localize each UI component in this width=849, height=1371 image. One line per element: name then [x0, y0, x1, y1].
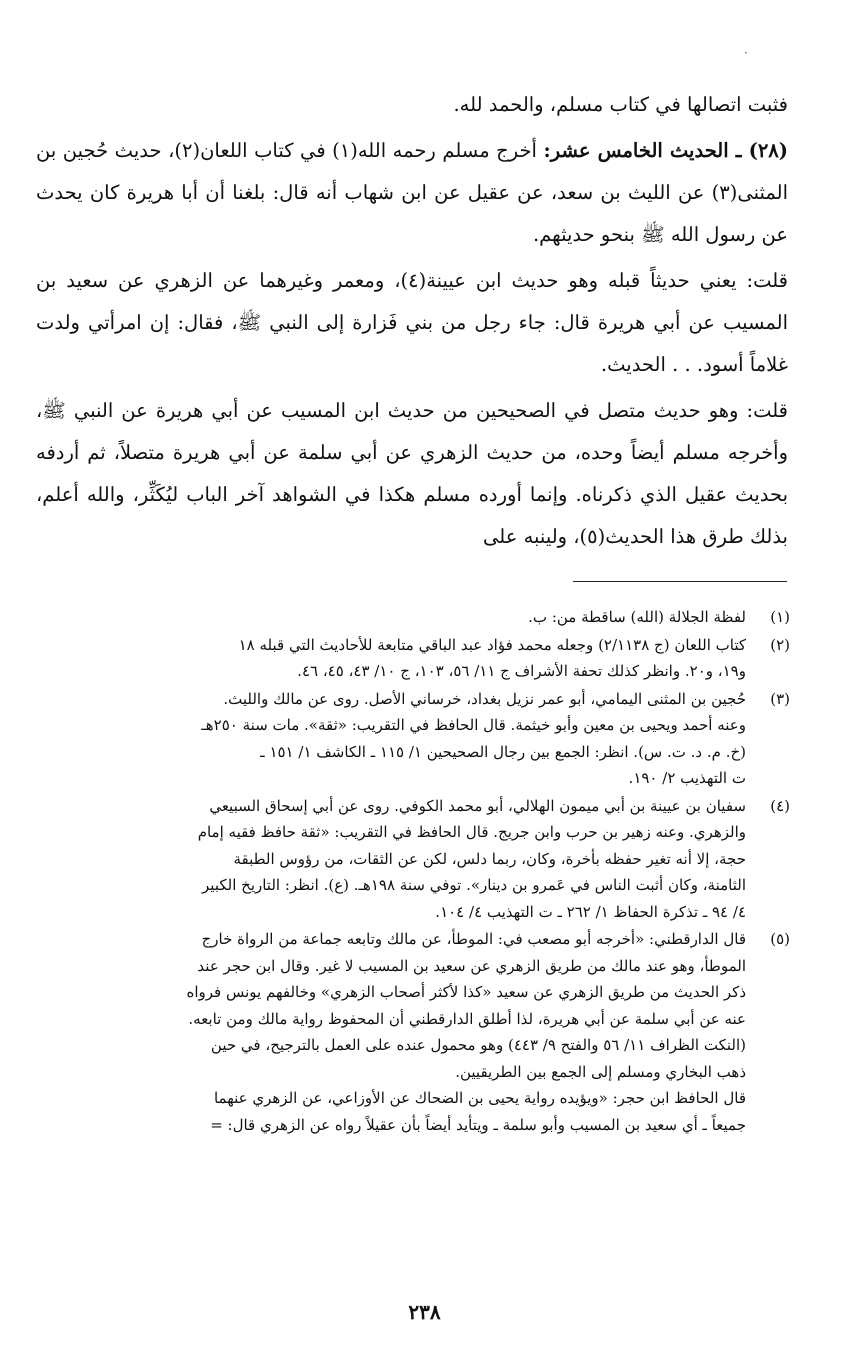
main-line: عن أبي هريرة متصلاً، ثم أردفه بحديث عقيل الذي ذكرناه. وإنما أورده مسلم هكذا [36, 441, 789, 506]
footnote-body [30, 793, 746, 926]
footnote-line: ذهب البخاري ومسلم إلى الجمع بين الطريقيين. [455, 1062, 746, 1081]
main-line: قلت: وهو حديث متصل في الصحيحين من حديث ابن المسيب عن أبي [211, 399, 788, 422]
main-paragraph-1 [36, 84, 788, 126]
footnote-body [30, 686, 746, 792]
footnote-number: (٥) [770, 930, 790, 948]
footnote-body [30, 926, 746, 1138]
main-line: هريرة عن النبي ﷺ، وأخرجه مسلم أيضاً وحده، من حديث الزهري عن أبي سلمة [36, 399, 789, 464]
footnote-body [30, 632, 746, 685]
main-line: قلت: يعني حديثاً قبله وهو حديث ابن عيينة(٤)، ومعمر وغيرهما عن الزهري [154, 269, 789, 292]
footnote-line: قال الحافظ ابن حجر: «ويؤيده رواية يحيى بن الضحاك عن الأوزاعي، عن الزهري عنهما [213, 1089, 746, 1107]
main-line: حديث حُجين بن المثنى(٣) عن الليث بن سعد، عن عقيل عن ابن شهاب أنه قال: [36, 139, 789, 204]
footnote-line: قال الدارقطني: «أخرجه أبو مصعب في: الموطأ، عن مالك وتابعه جماعة من الرواة خارج [201, 930, 746, 948]
footnote-line: سفيان بن عيينة بن أبي ميمون الهلالي، أبو محمد الكوفي. روى عن أبي إسحاق السبيعي [209, 796, 746, 815]
footnote-line: الموطأ، وهو عند مالك من طريق الزهري عن سعيد بن المسيب لا غير. وقال ابن حجر عند [197, 956, 746, 975]
main-paragraph-4 [36, 390, 788, 558]
footnote-line: حُجين بن المثنى اليمامي، أبو عمر نزيل بغداد، خرساني الأصل. روى عن مالك والليث. [223, 689, 746, 708]
main-line: في الشواهد آخر الباب ليُكَثِّر، والله أعلم، بذلك طرق هذا الحديث(٥)، ولينبه على [36, 483, 788, 548]
footnote-line: ٤/ ٩٤ ـ تذكرة الحفاظ ١/ ٢٦٢ ـ ت التهذيب ٤/ ١٠٤. [435, 902, 746, 921]
footnote-line: (النكت الظراف ١١/ ٥٦ والفتح ٩/ ٤٤٣) وهو محمول عنده على العمل بالترجيح، في حين [210, 1036, 746, 1054]
main-line: عن سعيد بن المسيب عن أبي هريرة قال: جاء رجل من بني فَزارة إلى النبي ﷺ، [36, 269, 789, 334]
main-line: أخرج مسلم رحمه الله(١) في كتاب اللعان(٢)، [168, 139, 537, 162]
footnotes [30, 604, 790, 1139]
main-paragraph-2 [36, 130, 788, 256]
corner-mark: · [744, 46, 748, 60]
footnote-divider [573, 581, 787, 582]
footnote-4 [30, 793, 790, 926]
footnote-line: ت التهذيب ٢/ ١٩٠. [628, 769, 746, 787]
footnote-number: (١) [770, 608, 790, 626]
footnote-2 [30, 632, 790, 685]
footnote-line: وعنه أحمد ويحيى بن معين وأبو خيثمة. قال الحافظ في التقريب: «ثقة». مات سنة ٢٥٠هـ [201, 716, 746, 734]
footnote-line: ذكر الحديث من طريق الزهري عن سعيد «كذا لأكثر أصحاب الزهري» وخالفهم يونس فرواه [186, 983, 746, 1001]
footnote-line: (خ. م. د. ت. س). انظر: الجمع بين رجال الصحيحين ١/ ١١٥ ـ الكاشف ١/ ١٥١ ـ [260, 742, 746, 761]
footnote-number: (٢) [770, 635, 790, 654]
main-line: فقال: إن امرأتي ولدت غلاماً أسود. . . الحديث. [36, 311, 788, 376]
main-text [36, 84, 788, 558]
footnote-line: حجة، إلا أنه تغير حفظه بأخرة، وكان، ربما دلس، لكن عن الثقات، من رؤوس الطبقة [233, 849, 746, 868]
footnote-line: والزهري. وعنه زهير بن حرب وابن جريج. قال الحافظ في التقريب: «ثقة حافظ فقيه إمام [197, 823, 746, 841]
footnote-number: (٤) [770, 796, 790, 815]
main-line: بلغنا أن أبا هريرة كان يحدث عن رسول الله ﷺ بنحو حديثهم. [36, 181, 788, 246]
main-line: فثبت اتصالها في كتاب مسلم، والحمد لله. [453, 93, 788, 116]
footnote-line: و١٩، و٢٠. وانظر كذلك تحفة الأشراف ج ١١/ ٥٦، ١٠٣، ج ١٠/ ٤٣، ٤٥، ٤٦. [297, 662, 746, 680]
footnote-body [30, 604, 746, 631]
footnote-3 [30, 686, 790, 792]
footnote-number: (٣) [770, 689, 790, 708]
footnote-5 [30, 926, 790, 1138]
footnote-line: جميعاً ـ أي سعيد بن المسيب وأبو سلمة ـ ويتأيد أيضاً بأن عقيلاً رواه عن الزهري قال: = [210, 1115, 746, 1134]
footnote-1 [30, 604, 790, 631]
page-number: ٢٣٨ [408, 1300, 441, 1324]
footnote-line: كتاب اللعان (ج ٢/١١٣٨) وجعله محمد فؤاد عبد الباقي متابعة للأحاديث التي قبله ١٨ [238, 635, 746, 654]
footnote-line: عنه عن أبي سلمة عن أبي هريرة، لذا أطلق الدارقطني أن المحفوظ رواية مالك ومن تابعه. [188, 1009, 746, 1028]
footnote-line: الثامنة، وكان أثبت الناس في عَمرو بن دينار». توفي سنة ١٩٨هـ. (ع). انظر: التاريخ الكبير [202, 876, 746, 894]
hadith-heading: (٢٨) ـ الحديث الخامس عشر: [543, 139, 789, 162]
footnote-line: لفظة الجلالة (الله) ساقطة من: ب. [528, 608, 746, 626]
main-paragraph-3 [36, 260, 788, 386]
